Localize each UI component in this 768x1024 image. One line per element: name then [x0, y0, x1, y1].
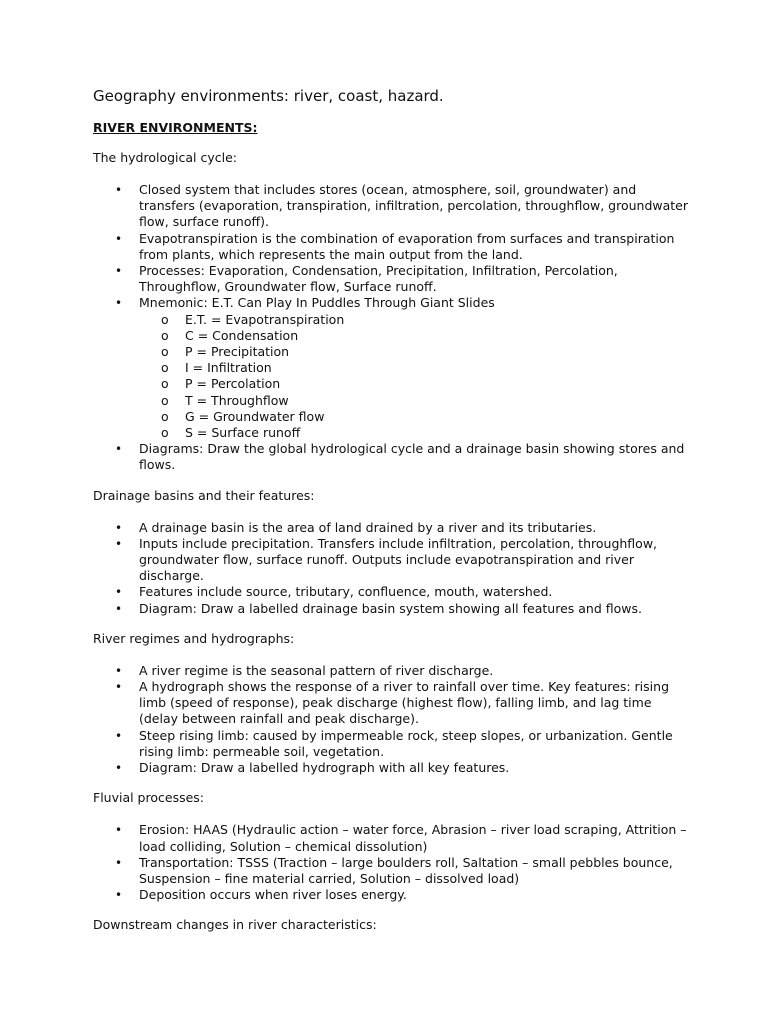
list-item: • Evapotranspiration is the combination of evaporation from surfaces and transpiration from plants, which represents the main output from the land.	[115, 230, 675, 262]
list-item: • Steep rising limb: caused by impermeable rock, steep slopes, or urbanization. Gentle rising limb: permeable soil, vegetation.	[115, 727, 673, 759]
heading-drainage-basins: Drainage basins and their features:	[93, 487, 315, 503]
list-item: • Closed system that includes stores (ocean, atmosphere, soil, groundwater) and transfers (evaporation, transpiration, infiltration, percolation, throughflow, groundwater flow, surface runoff).	[115, 182, 688, 230]
bullet-icon: •	[115, 536, 123, 551]
list-item: • Processes: Evaporation, Condensation, Precipitation, Infiltration, Percolation, Throughflow, Groundwater flow, Surface runoff.	[115, 263, 618, 295]
list-item: • Diagrams: Draw the global hydrological cycle and a drainage basin showing stores and flows.	[115, 441, 685, 473]
heading-river-regimes: River regimes and hydrographs:	[93, 630, 295, 646]
list-item: • Deposition occurs when river loses energy.	[115, 887, 407, 903]
sub-list-item: o C = Condensation	[161, 327, 299, 343]
list-item: • Erosion: HAAS (Hydraulic action – water force, Abrasion – river load scraping, Attrition – load colliding, Solution – chemical dissolution)	[115, 822, 687, 854]
list-item: • Diagram: Draw a labelled hydrograph with all key features.	[115, 760, 510, 776]
sub-bullet-icon: o	[161, 311, 169, 327]
bullet-icon: •	[115, 520, 123, 535]
list-item: • A river regime is the seasonal pattern of river discharge.	[115, 662, 494, 678]
drainage-bullet-list	[93, 520, 693, 617]
bullet-icon: •	[115, 663, 123, 678]
bullet-icon: •	[115, 761, 123, 776]
bullet-icon: •	[115, 855, 123, 870]
list-item: • Transportation: TSSS (Traction – large boulders roll, Saltation – small pebbles bounce, Suspension – fine material carried, Solution – dissolved load)	[115, 854, 673, 886]
heading-fluvial-processes: Fluvial processes:	[93, 790, 205, 806]
list-item: • A hydrograph shows the response of a river to rainfall over time. Key features: rising limb (speed of response), peak discharge (highest flow), falling limb, and lag time (delay between rainfall and peak discharge).	[115, 679, 669, 727]
sub-bullet-icon: o	[161, 408, 169, 424]
fluvial-bullet-list	[93, 822, 693, 903]
bullet-icon: •	[115, 601, 123, 616]
sub-list-item: o S = Surface runoff	[161, 425, 301, 441]
list-item: • A drainage basin is the area of land drained by a river and its tributaries.	[115, 519, 597, 535]
hydro-bullet-list	[93, 182, 693, 474]
section-heading-river: RIVER ENVIRONMENTS:	[93, 120, 258, 135]
regimes-bullet-list	[93, 663, 693, 776]
heading-hydrological-cycle: The hydrological cycle:	[93, 150, 238, 165]
heading-downstream-changes: Downstream changes in river characteristics:	[93, 917, 377, 933]
bullet-icon: •	[115, 680, 123, 695]
document-title: Geography environments: river, coast, hazard.	[93, 87, 444, 105]
bullet-icon: •	[115, 442, 123, 457]
bullet-icon: •	[115, 823, 123, 838]
sub-list-item: o P = Percolation	[161, 376, 281, 392]
bullet-icon: •	[115, 183, 123, 197]
sub-list-item: o E.T. = Evapotranspiration	[161, 311, 345, 327]
bullet-icon: •	[115, 231, 123, 246]
sub-list-item: o T = Throughflow	[161, 392, 289, 408]
bullet-icon: •	[115, 264, 123, 279]
mnemonic-sub-list	[139, 312, 693, 442]
sub-list-item: o I = Infiltration	[161, 360, 272, 376]
list-item: • Mnemonic: E.T. Can Play In Puddles Through Giant Slides o E.T. = Evapotranspiration o C = Condensation o P = Precipitation o I = Infiltration o P = Percolation o T = Throughflow o G = Groundwater flow o S = Surface runoff	[93, 295, 693, 441]
sub-bullet-icon: o	[161, 376, 169, 392]
list-item: • Features include source, tributary, confluence, mouth, watershed.	[115, 584, 553, 600]
sub-list-item: o P = Precipitation	[161, 344, 290, 360]
sub-bullet-icon: o	[161, 392, 169, 408]
sub-bullet-icon: o	[161, 344, 169, 360]
bullet-icon: •	[115, 888, 123, 903]
bullet-icon: •	[115, 585, 123, 600]
list-item: • Inputs include precipitation. Transfers include infiltration, percolation, throughflow, groundwater flow, surface runoff. Outputs include evapotranspiration and river discharge.	[115, 535, 658, 584]
bullet-icon: •	[115, 728, 123, 743]
sub-bullet-icon: o	[161, 425, 169, 441]
list-item: • Diagram: Draw a labelled drainage basin system showing all features and flows.	[115, 600, 642, 616]
sub-bullet-icon: o	[161, 327, 169, 343]
sub-bullet-icon: o	[161, 360, 169, 376]
bullet-icon: •	[115, 296, 123, 311]
sub-list-item: o G = Groundwater flow	[161, 408, 325, 424]
